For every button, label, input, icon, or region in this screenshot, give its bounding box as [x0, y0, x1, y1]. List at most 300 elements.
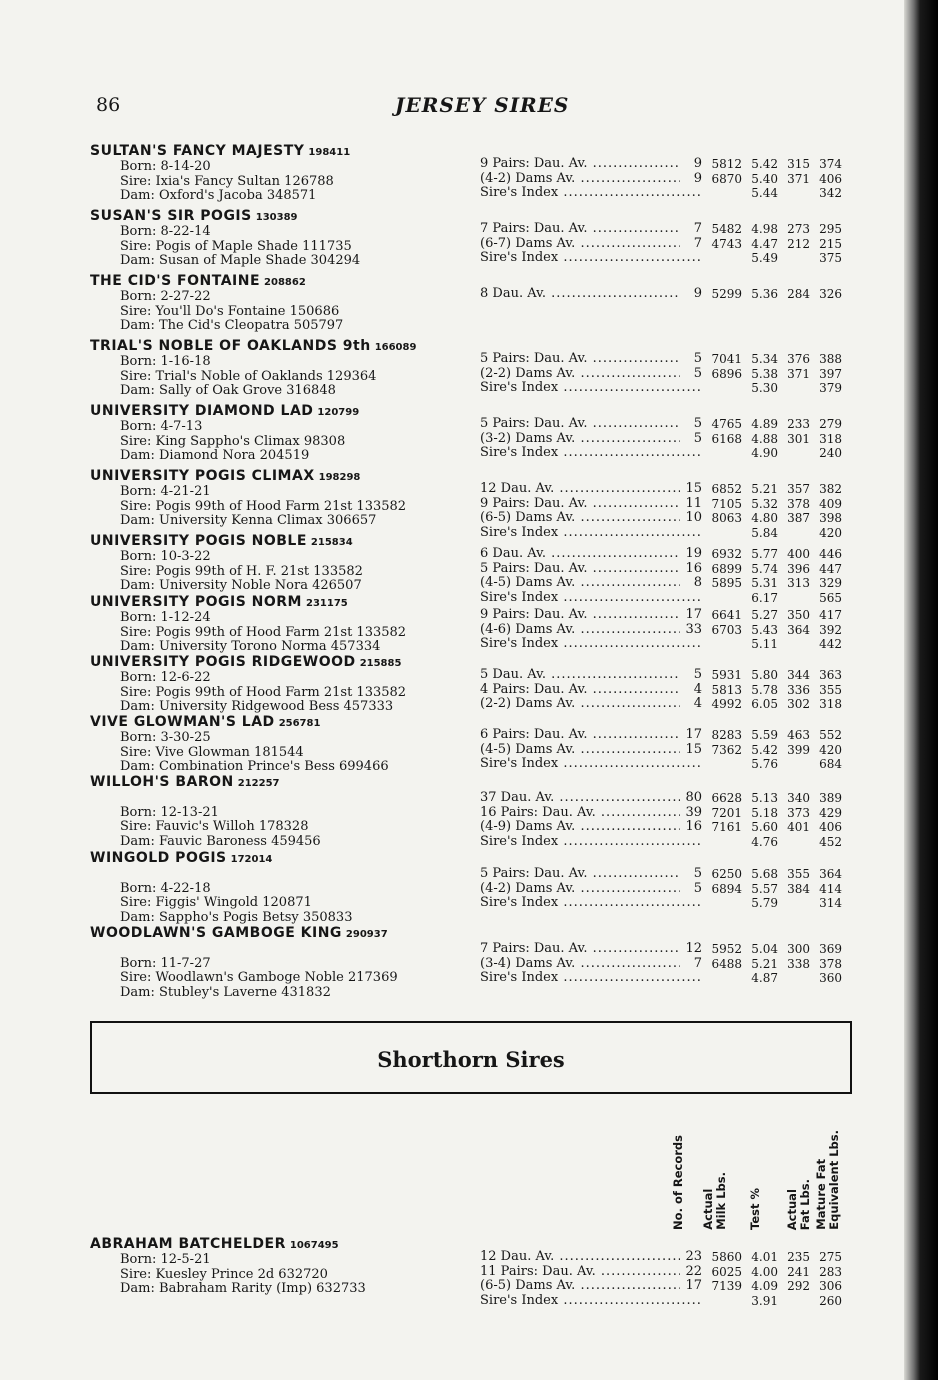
mature-fat-equivalent: 279	[819, 417, 842, 431]
stat-label: Sire's Index .....	[480, 446, 700, 461]
sire-info	[90, 925, 480, 1000]
stat-label: Sire's Index .....	[480, 971, 700, 986]
record-count: 5	[680, 432, 702, 447]
sire-name-text: UNIVERSITY POGIS NORM	[90, 594, 302, 610]
pedigree-line: Sire: Figgis' Wingold 120871	[120, 895, 312, 910]
milk-lbs: 6168	[711, 431, 742, 446]
mature-fat-equivalent: 442	[819, 637, 842, 651]
sire-name	[90, 208, 480, 225]
stat-row	[480, 526, 860, 541]
pedigree-line: Dam: University Ridgewood Bess 457333	[120, 699, 394, 714]
fat-lbs: 284	[787, 287, 810, 301]
sire-name-text: WINGOLD POGIS	[90, 850, 227, 866]
milk-lbs: 5812	[711, 157, 742, 171]
test-percent: 5.21	[751, 482, 778, 496]
mature-fat-equivalent: 420	[819, 742, 842, 757]
page-title: JERSEY SIRES	[395, 93, 570, 117]
sire-name	[90, 594, 480, 611]
test-percent: 5.13	[751, 791, 778, 805]
pedigree-line: Dam: Sappho's Pogis Betsy 350833	[120, 909, 353, 925]
fat-lbs: 350	[787, 608, 810, 622]
mature-fat-equivalent: 397	[819, 366, 842, 381]
test-percent: 5.80	[751, 668, 778, 682]
registration-number: 215834	[310, 537, 353, 548]
production-stats	[480, 352, 860, 396]
col-header-records: No. of Records	[671, 1135, 685, 1230]
mature-fat-equivalent: 240	[819, 446, 842, 460]
stat-label: 11 Pairs: Dau. Av. .....	[480, 1265, 700, 1280]
milk-lbs: 6870	[711, 171, 742, 186]
mature-fat-equivalent: 552	[819, 728, 842, 742]
milk-lbs: 7201	[711, 805, 742, 820]
pedigree-line	[90, 867, 480, 882]
test-percent: 5.84	[751, 525, 778, 540]
test-percent: 5.44	[751, 186, 778, 200]
mature-fat-equivalent: 684	[819, 757, 842, 771]
stat-row	[480, 697, 860, 712]
pedigree-line: Sire: Pogis 99th of Hood Farm 21st 133582	[120, 498, 407, 514]
milk-lbs: 6025	[711, 1264, 742, 1279]
test-percent: 4.47	[751, 236, 778, 251]
stat-row	[480, 1294, 860, 1309]
test-percent: 4.01	[751, 1250, 778, 1264]
record-count: 17	[680, 608, 702, 623]
stat-row	[480, 576, 860, 591]
sire-name-text: UNIVERSITY POGIS RIDGEWOOD	[90, 654, 356, 670]
record-count: 8	[680, 576, 702, 591]
milk-lbs: 5895	[711, 576, 742, 590]
stat-label: Sire's Index .....	[480, 591, 700, 606]
fat-lbs: 336	[787, 682, 810, 697]
pedigree-line: Born: 12-6-22	[120, 670, 211, 685]
test-percent: 5.36	[751, 287, 778, 301]
test-percent: 4.88	[751, 431, 778, 446]
pedigree-line: Born: 10-3-22	[120, 549, 211, 564]
mature-fat-equivalent: 342	[819, 186, 842, 200]
fat-lbs: 315	[787, 157, 810, 171]
milk-lbs: 6899	[711, 561, 742, 576]
pedigree-line: Dam: Stubley's Laverne 431832	[120, 984, 331, 1000]
fat-lbs: 373	[787, 805, 810, 820]
milk-lbs: 7041	[711, 352, 742, 366]
mature-fat-equivalent: 283	[819, 1264, 842, 1279]
fat-lbs: 387	[787, 511, 810, 525]
test-percent: 5.40	[751, 171, 778, 186]
stat-row	[480, 882, 860, 897]
record-count: 16	[680, 562, 702, 577]
registration-number: 290937	[345, 929, 388, 940]
sire-info	[90, 468, 480, 529]
mature-fat-equivalent: 215	[819, 236, 842, 251]
stat-row	[480, 637, 860, 652]
stat-row	[480, 791, 860, 806]
test-percent: 4.89	[751, 417, 778, 431]
record-count: 12	[680, 942, 702, 957]
pedigree-line: Sire: Woodlawn's Gamboge Noble 217369	[120, 970, 398, 985]
record-count: 23	[680, 1250, 702, 1265]
fat-lbs: 300	[787, 942, 810, 956]
test-percent: 5.60	[751, 820, 778, 834]
stat-label: (4-2) Dams Av. .....	[480, 882, 700, 897]
stat-row	[480, 157, 860, 172]
mature-fat-equivalent: 275	[819, 1250, 842, 1264]
pedigree-line	[90, 791, 480, 806]
sire-name-text: WOODLAWN'S GAMBOGE KING	[90, 925, 342, 941]
milk-lbs: 6932	[711, 547, 742, 561]
col-header-test: Test %	[748, 1188, 762, 1230]
registration-number: 198298	[318, 472, 361, 483]
stat-label: Sire's Index .....	[480, 896, 700, 911]
pedigree-line: Dam: Combination Prince's Bess 699466	[120, 759, 389, 774]
production-stats	[480, 668, 860, 712]
milk-lbs: 5482	[711, 222, 742, 236]
stat-row	[480, 867, 860, 882]
stat-label: (2-2) Dams Av. .....	[480, 367, 700, 382]
pedigree-line: Dam: Oxford's Jacoba 348571	[120, 188, 317, 203]
milk-lbs: 8283	[711, 728, 742, 742]
mature-fat-equivalent: 326	[819, 287, 842, 301]
record-count: 9	[680, 157, 702, 172]
record-count: 7	[680, 957, 702, 972]
mature-fat-equivalent: 306	[819, 1279, 842, 1293]
stat-label: 9 Pairs: Dau. Av. .....	[480, 157, 700, 172]
mature-fat-equivalent: 406	[819, 820, 842, 834]
pedigree-line: Dam: Susan of Maple Shade 304294	[120, 253, 361, 268]
shorthorn-section-box	[90, 1021, 852, 1094]
pedigree-line: Sire: Ixia's Fancy Sultan 126788	[120, 173, 334, 189]
stat-row	[480, 417, 860, 432]
mature-fat-equivalent: 446	[819, 547, 842, 561]
sire-info	[90, 594, 480, 655]
stat-label: Sire's Index .....	[480, 1294, 700, 1309]
stat-row	[480, 668, 860, 683]
production-stats	[480, 942, 860, 986]
pedigree-line: Dam: Sally of Oak Grove 316848	[120, 383, 336, 398]
registration-number: 172014	[230, 854, 273, 865]
stat-label: 5 Pairs: Dau. Av. .....	[480, 867, 700, 882]
fat-lbs: 273	[787, 222, 810, 236]
record-count: 80	[680, 791, 702, 806]
sire-info	[90, 1236, 480, 1297]
fat-lbs: 399	[787, 742, 810, 757]
milk-lbs: 5299	[711, 287, 742, 301]
fat-lbs: 371	[787, 366, 810, 381]
mature-fat-equivalent: 452	[819, 834, 842, 849]
mature-fat-equivalent: 417	[819, 608, 842, 622]
stat-label: 6 Pairs: Dau. Av. .....	[480, 728, 700, 743]
mature-fat-equivalent: 398	[819, 511, 842, 525]
stat-label: Sire's Index .....	[480, 186, 700, 201]
test-percent: 5.42	[751, 157, 778, 171]
record-count: 17	[680, 1279, 702, 1294]
stat-row	[480, 251, 860, 266]
production-stats	[480, 728, 860, 772]
registration-number: 1067495	[289, 1240, 339, 1251]
production-stats	[480, 608, 860, 652]
milk-lbs: 6852	[711, 482, 742, 496]
pedigree-line: Born: 1-12-24	[120, 610, 211, 625]
stat-row	[480, 511, 860, 526]
registration-number: 198411	[308, 147, 351, 158]
milk-lbs: 4743	[711, 236, 742, 251]
test-percent: 4.87	[751, 971, 778, 985]
record-count: 5	[680, 417, 702, 432]
stat-label: (4-2) Dams Av. .....	[480, 172, 700, 187]
record-count: 5	[680, 867, 702, 882]
fat-lbs: 378	[787, 496, 810, 511]
stat-row	[480, 432, 860, 447]
fat-lbs: 396	[787, 561, 810, 576]
production-stats	[480, 287, 860, 302]
sire-info	[90, 403, 480, 464]
stat-row	[480, 1265, 860, 1280]
stat-label: 9 Pairs: Dau. Av. .....	[480, 608, 700, 623]
milk-lbs: 5931	[711, 668, 742, 682]
pedigree-line: Dam: University Kenna Climax 306657	[120, 513, 377, 528]
stat-label: 5 Pairs: Dau. Av. .....	[480, 417, 700, 432]
sire-name-text: TRIAL'S NOBLE OF OAKLANDS 9th	[90, 338, 371, 354]
stat-label: (4-5) Dams Av. .....	[480, 576, 700, 591]
page-number: 86	[96, 94, 121, 116]
fat-lbs: 235	[787, 1250, 810, 1264]
stat-row	[480, 896, 860, 911]
sire-name	[90, 273, 480, 290]
stat-row	[480, 352, 860, 367]
sire-name-text: SULTAN'S FANCY MAJESTY	[90, 143, 305, 159]
pedigree-line: Dam: The Cid's Cleopatra 505797	[120, 318, 344, 333]
milk-lbs: 7139	[711, 1279, 742, 1293]
record-count: 33	[680, 623, 702, 638]
record-count: 11	[680, 497, 702, 512]
registration-number: 120799	[317, 407, 360, 418]
stat-label: Sire's Index .....	[480, 637, 700, 652]
test-percent: 5.68	[751, 867, 778, 881]
stat-label: 5 Dau. Av. .....	[480, 668, 700, 683]
fat-lbs: 400	[787, 547, 810, 561]
stat-label: (6-5) Dams Av. .....	[480, 1279, 700, 1294]
col-header-milk: Actual Milk Lbs.	[701, 1172, 728, 1230]
stat-label: Sire's Index .....	[480, 835, 700, 850]
stat-label: 5 Pairs: Dau. Av. .....	[480, 562, 700, 577]
stat-label: 4 Pairs: Dau. Av. .....	[480, 683, 700, 698]
record-count: 5	[680, 668, 702, 683]
test-percent: 4.80	[751, 511, 778, 525]
milk-lbs: 7161	[711, 820, 742, 834]
stat-row	[480, 757, 860, 772]
stat-label: (3-4) Dams Av. .....	[480, 957, 700, 972]
mature-fat-equivalent: 314	[819, 896, 842, 910]
pedigree-line: Born: 2-27-22	[120, 289, 211, 304]
milk-lbs: 4765	[711, 417, 742, 431]
fat-lbs: 376	[787, 352, 810, 366]
test-percent: 4.00	[751, 1264, 778, 1279]
mature-fat-equivalent: 364	[819, 867, 842, 881]
milk-lbs: 4992	[711, 697, 742, 711]
record-count: 19	[680, 547, 702, 562]
mature-fat-equivalent: 414	[819, 881, 842, 896]
stat-row	[480, 367, 860, 382]
stat-row	[480, 835, 860, 850]
test-percent: 5.42	[751, 742, 778, 757]
sire-name-text: SUSAN'S SIR POGIS	[90, 208, 252, 224]
stat-label: (6-7) Dams Av. .....	[480, 237, 700, 252]
production-stats	[480, 547, 860, 605]
stat-row	[480, 683, 860, 698]
test-percent: 6.17	[751, 590, 778, 605]
fat-lbs: 301	[787, 431, 810, 446]
milk-lbs: 6896	[711, 366, 742, 381]
stat-row	[480, 743, 860, 758]
fat-lbs: 338	[787, 956, 810, 971]
stat-label: Sire's Index .....	[480, 381, 700, 396]
sire-info	[90, 774, 480, 849]
test-percent: 4.09	[751, 1279, 778, 1293]
record-count: 22	[680, 1265, 702, 1280]
pedigree-line: Sire: You'll Do's Fontaine 150686	[120, 303, 340, 319]
fat-lbs: 401	[787, 820, 810, 834]
mature-fat-equivalent: 392	[819, 622, 842, 637]
stat-row	[480, 237, 860, 252]
test-percent: 5.04	[751, 942, 778, 956]
milk-lbs: 6894	[711, 881, 742, 896]
sire-name-text: UNIVERSITY POGIS NOBLE	[90, 533, 307, 549]
fat-lbs: 302	[787, 697, 810, 711]
mature-fat-equivalent: 295	[819, 222, 842, 236]
stat-label: (4-6) Dams Av. .....	[480, 623, 700, 638]
milk-lbs: 5952	[711, 942, 742, 956]
test-percent: 5.18	[751, 805, 778, 820]
fat-lbs: 384	[787, 881, 810, 896]
fat-lbs: 212	[787, 236, 810, 251]
sire-info	[90, 654, 480, 715]
sire-info	[90, 273, 480, 334]
stat-label: 7 Pairs: Dau. Av. .....	[480, 222, 700, 237]
stat-label: Sire's Index .....	[480, 526, 700, 541]
mature-fat-equivalent: 369	[819, 942, 842, 956]
stat-label: 6 Dau. Av. .....	[480, 547, 700, 562]
production-stats	[480, 482, 860, 540]
fat-lbs: 364	[787, 622, 810, 637]
stat-label: 12 Dau. Av. .....	[480, 1250, 700, 1265]
sire-info	[90, 714, 480, 775]
pedigree-line: Sire: Pogis 99th of Hood Farm 21st 133582	[120, 684, 407, 700]
milk-lbs: 7362	[711, 742, 742, 757]
stat-row	[480, 172, 860, 187]
sire-info	[90, 208, 480, 269]
milk-lbs: 6703	[711, 622, 742, 637]
mature-fat-equivalent: 382	[819, 482, 842, 496]
mature-fat-equivalent: 409	[819, 496, 842, 511]
test-percent: 5.32	[751, 496, 778, 511]
col-header-mature: Mature Fat Equivalent Lbs.	[814, 1130, 841, 1230]
stat-label: (3-2) Dams Av. .....	[480, 432, 700, 447]
mature-fat-equivalent: 318	[819, 697, 842, 711]
mature-fat-equivalent: 420	[819, 525, 842, 540]
stat-row	[480, 942, 860, 957]
stat-label: 5 Pairs: Dau. Av. .....	[480, 352, 700, 367]
sire-name-text: THE CID'S FONTAINE	[90, 273, 261, 289]
mature-fat-equivalent: 378	[819, 956, 842, 971]
record-count: 39	[680, 806, 702, 821]
pedigree-line: Born: 8-14-20	[120, 159, 211, 174]
test-percent: 5.34	[751, 352, 778, 366]
fat-lbs: 233	[787, 417, 810, 431]
stat-label: (4-9) Dams Av. .....	[480, 820, 700, 835]
pedigree-line: Sire: Vive Glowman 181544	[120, 744, 304, 760]
sire-name	[90, 403, 480, 420]
col-header-fat: Actual Fat Lbs.	[785, 1178, 812, 1230]
production-stats	[480, 1250, 860, 1308]
record-count: 15	[680, 482, 702, 497]
fat-lbs: 355	[787, 867, 810, 881]
stat-label: 12 Dau. Av. .....	[480, 482, 700, 497]
stat-label: (2-2) Dams Av. .....	[480, 697, 700, 712]
mature-fat-equivalent: 318	[819, 431, 842, 446]
mature-fat-equivalent: 260	[819, 1293, 842, 1308]
pedigree-line: Born: 8-22-14	[120, 224, 211, 239]
sire-name-text: UNIVERSITY POGIS CLIMAX	[90, 468, 315, 484]
test-percent: 5.57	[751, 881, 778, 896]
stat-label: 16 Pairs: Dau. Av. .....	[480, 806, 700, 821]
fat-lbs: 357	[787, 482, 810, 496]
pedigree-line: Dam: Fauvic Baroness 459456	[120, 833, 321, 849]
pedigree-line: Born: 4-22-18	[120, 880, 211, 896]
test-percent: 5.74	[751, 561, 778, 576]
record-count: 16	[680, 820, 702, 835]
sire-name-text: UNIVERSITY DIAMOND LAD	[90, 403, 314, 419]
sire-name	[90, 774, 480, 791]
pedigree-line: Born: 4-7-13	[120, 419, 203, 434]
stat-row	[480, 820, 860, 835]
registration-number: 231175	[305, 598, 348, 609]
stat-row	[480, 806, 860, 821]
pedigree-line: Dam: Diamond Nora 204519	[120, 448, 310, 463]
fat-lbs: 371	[787, 171, 810, 186]
pedigree-line: Sire: Pogis 99th of H. F. 21st 133582	[120, 563, 363, 579]
registration-number: 215885	[359, 658, 402, 669]
production-stats	[480, 867, 860, 911]
production-stats	[480, 791, 860, 849]
sire-name	[90, 533, 480, 550]
record-count: 4	[680, 697, 702, 712]
pedigree-line: Born: 1-16-18	[120, 354, 211, 369]
test-percent: 5.21	[751, 956, 778, 971]
sire-name	[90, 468, 480, 485]
pedigree-line: Sire: Fauvic's Willoh 178328	[120, 819, 309, 834]
stat-row	[480, 287, 860, 302]
registration-number: 130389	[255, 212, 298, 223]
record-count: 10	[680, 511, 702, 526]
mature-fat-equivalent: 429	[819, 805, 842, 820]
test-percent: 4.76	[751, 834, 778, 849]
stat-label: 7 Pairs: Dau. Av. .....	[480, 942, 700, 957]
registration-number: 256781	[278, 718, 321, 729]
test-percent: 5.31	[751, 576, 778, 590]
sire-info	[90, 338, 480, 399]
test-percent: 5.79	[751, 896, 778, 910]
stat-row	[480, 547, 860, 562]
sire-name	[90, 925, 480, 942]
mature-fat-equivalent: 360	[819, 971, 842, 985]
stat-label: (4-5) Dams Av. .....	[480, 743, 700, 758]
sire-name	[90, 714, 480, 731]
test-percent: 5.78	[751, 682, 778, 697]
test-percent: 5.11	[751, 637, 778, 651]
pedigree-line: Born: 12-5-21	[120, 1252, 211, 1267]
stat-row	[480, 186, 860, 201]
stat-label: Sire's Index .....	[480, 757, 700, 772]
production-stats	[480, 222, 860, 266]
